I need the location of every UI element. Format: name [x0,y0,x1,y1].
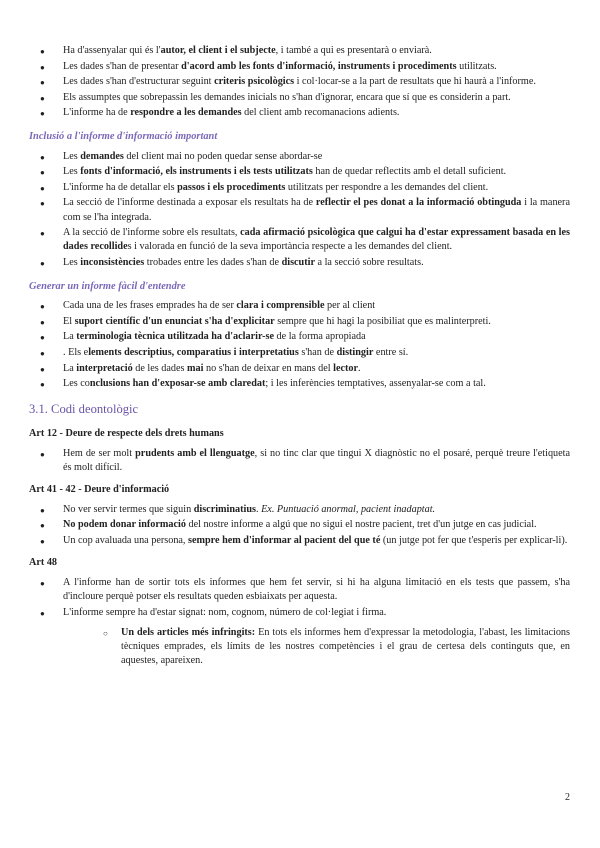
list-item [29,75,570,89]
text: Les [63,166,81,178]
text: La [63,331,77,343]
text: a la secció sobre resultats. [314,256,424,268]
list-item [29,346,570,360]
text: , i també a qui es presentarà o enviarà. [275,45,432,56]
bold-text: sempre hem d'informar al pacient del que té [188,535,381,547]
text: s i valorada en funció de la seva importància respecte a les demandes del client. [127,241,453,253]
text: , si no tinc clar que tingui X diagnòstic no el posaré, perquè treure l'etiqueta és molt difícil. [63,447,571,473]
list-item [29,106,570,120]
bold-text: distingir [336,346,374,358]
list-item [29,606,570,668]
bold-text: inconsistències [80,256,145,268]
subheading-inclusio: Inclusió a l'informe d'informació important [29,131,218,143]
text: Les dades s'han d'estructurar seguint [63,76,215,88]
list-item [29,503,570,517]
list-item [29,60,570,74]
bold-text: lector [333,362,359,374]
text: no s'han de deixar en mans del [203,362,334,374]
bold-text: d'acord amb les fonts d'informació, instruments i procediments [181,60,457,72]
list-art12 [29,447,570,475]
list-item [29,330,570,344]
bold-text: respondre a les demandes [130,107,242,119]
list-section-1 [29,44,570,120]
list-item [29,44,570,58]
text: s'han de [298,346,337,358]
list-item [29,91,570,105]
text: L'informe ha de [63,107,131,119]
text: Cada una de les frases emprades ha de ser [63,300,237,312]
text: La secció de l'informe destinada a exposar els resultats ha de [63,197,316,209]
list-section-2 [29,150,570,270]
text: utilitzats per respondre a les demandes del client. [285,181,489,193]
text: i la manera com se l'ha integrada. [63,197,570,223]
page-number: 2 [565,792,570,804]
text: Les co [63,378,90,390]
text: Les dades s'han de presentar [63,60,182,72]
text: En tots els informes hem d'expressar la metodologia, l'abast, les limitacions tècniques emprades, els límits de les nostres competències i el grau de certesa dels continguts que, en aquestes, apareixen. [121,626,570,667]
text: Ha d'assenyalar qui és l' [63,45,161,56]
text: La [63,362,77,374]
text: Els assumptes que sobrepassin les demandes inicials no s'han d'ignorar, encara que sí que es considerin a part. [63,91,511,103]
text: trobades entre les dades s'han de [144,256,282,268]
list-item [29,447,570,475]
text: A l'informe han de sortir tots els informes que hem fet servir, si hi ha alguna limitació en els tests que passem, s'ha d'incloure perquè potser els resultats queden esbiaixats per aquesta. [63,577,570,603]
list-item [29,362,570,376]
text: del nostre informe a algú que no sigui el nostre pacient, tret d'un jutge en cas judicial. [185,519,537,531]
article-heading: Art 12 - Deure de respecte dels drets humans [29,427,224,439]
bold-text: Un dels articles més infringits: [121,626,256,638]
text: . [255,503,262,515]
text: Les [63,256,81,268]
bold-text: discutir [281,256,315,268]
text: L'informe ha de detallar els [63,181,178,193]
bold-text: suport científic d'un enunciat s'ha d'explicitar [74,315,275,327]
text: utilitzats. [456,60,497,72]
bold-text: passos i els procediments [177,181,286,193]
text: A la secció de l'informe sobre els resultats, [63,227,241,239]
bold-text: terminologia tècnica utilitzada ha d'aclarir-se [76,331,274,343]
section-title: 3.1. Codi deontològic [29,402,139,417]
list-item [29,576,570,604]
list-item [29,256,570,270]
bold-text: lements descriptius, comparatius i interpretatius [88,346,299,358]
bold-text: autor, el client i el subjecte [160,45,276,56]
list-item [29,165,570,179]
text: (un jutge pot fer que t'esperis per explicar-li). [380,535,568,547]
text: L'informe sempre ha d'estar signat: nom, cognom, número de col·legiat i firma. [63,606,387,618]
text: sempre que hi hagi la posibiliat que es malinterpreti. [274,315,491,327]
bold-text: interpretació [76,362,133,374]
bold-text: prudents amb el llenguatge [135,447,255,459]
text: de la forma apropiada [273,331,366,343]
bold-text: criteris psicològics [214,76,295,88]
text: han de quedar reflectits amb el detall suficient. [312,166,507,178]
list-item [29,196,570,224]
text: Hem de ser molt [63,447,136,459]
article-heading: Art 41 - 42 - Deure d'informació [29,483,170,495]
text: del client amb recomanacions adients. [241,107,400,119]
bold-text: fonts d'informació, els instruments i els tests utilitzats [80,166,313,178]
list-item [29,518,570,532]
text: El [63,315,75,327]
text: i col·locar-se a la part de resultats que hi haurà a l'informe. [294,76,536,88]
list-item [29,377,570,391]
list-art41 [29,503,570,548]
text: Les [63,150,81,162]
subheading-generar: Generar un informe fàcil d'entendre [29,280,186,292]
list-item [29,226,570,254]
text: entre sí. [373,346,409,358]
text: . [358,362,361,374]
bold-text: discriminatius [193,503,256,515]
sublist [63,626,570,668]
text: . Els e [63,346,89,358]
text: No ver servir termes que siguin [63,503,194,515]
bold-text: nclusions han d'exposar-se amb claredat [89,378,266,390]
text: del client mai no poden quedar sense abordar-se [123,150,323,162]
bold-text: cada afirmació psicològica que calgui ha d'estar expressament basada en les dades recollide [63,227,570,253]
text: per al client [324,300,376,312]
bold-text: No podem donar informació [63,519,186,531]
list-item [29,181,570,195]
italic-text: Ex. Puntuació anormal, pacient inadaptat. [261,503,436,515]
list-art48 [29,576,570,668]
article-heading: Art 48 [29,557,58,569]
list-item [29,299,570,313]
bold-text: demandes [80,150,124,162]
list-section-3 [29,299,570,391]
bold-text: reflectir el pes donat a la informació obtinguda [315,197,522,209]
list-item [29,534,570,548]
bold-text: mai [187,362,204,374]
sublist-item [63,626,570,668]
list-item [29,150,570,164]
text: ; i les inferències temptatives, assenyalar-se com a tal. [265,378,486,390]
text: Un cop avaluada una persona, [63,535,189,547]
text: de les dades [132,362,188,374]
list-item [29,315,570,329]
bold-text: clara i comprensible [236,300,325,312]
